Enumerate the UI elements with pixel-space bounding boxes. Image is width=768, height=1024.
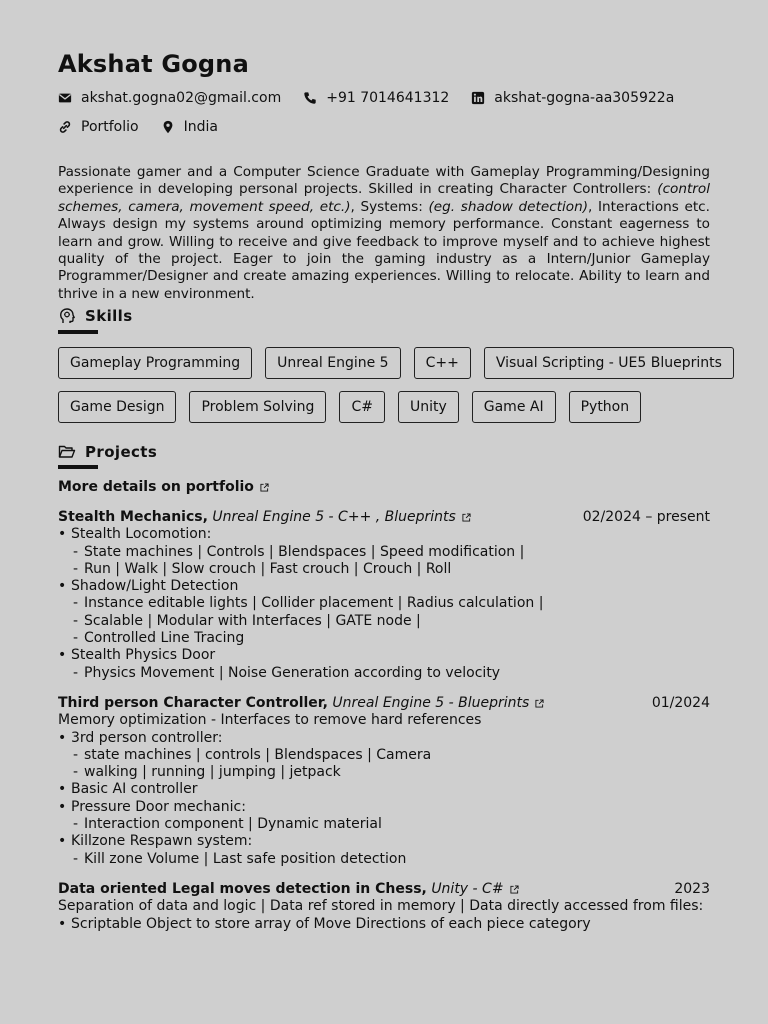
portfolio-details-link[interactable] xyxy=(58,479,269,495)
project-title[interactable] xyxy=(58,695,544,712)
portfolio-link[interactable] xyxy=(58,119,139,135)
portfolio-details-text: More details on portfolio xyxy=(58,479,254,495)
summary-text: , Interactions etc. Always design my systems around optimizing memory performance. Constant eagerness to learn and grow. Willing to receive and give feedback to improve myself and to achieve highest quality of the project. Eager to join the gaming industry as a Intern/Junior Gameplay Programmer/Designer and create amazing experiences. Willing to relocate. Ability to learn and thrive in a new environment. xyxy=(58,198,710,302)
project-bullet: • Stealth Physics Door xyxy=(58,647,710,664)
project-name: Data oriented Legal moves detection in Chess, xyxy=(58,881,427,897)
skill-chip: Unreal Engine 5 xyxy=(265,347,400,379)
linkedin-icon xyxy=(471,91,485,105)
project-description: Memory optimization - Interfaces to remove hard references xyxy=(58,712,482,729)
project-bullet: • Scriptable Object to store array of Move Directions of each piece category xyxy=(58,916,710,933)
project-bullet: • Shadow/Light Detection xyxy=(58,578,710,595)
skill-chip: C++ xyxy=(414,347,471,379)
phone-icon xyxy=(303,91,317,105)
project-sub-bullet: - state machines | controls | Blendspaces | Camera xyxy=(58,747,710,764)
contact-row-primary xyxy=(58,90,696,106)
skill-chip: C# xyxy=(339,391,385,423)
project-bullet: • Killzone Respawn system: xyxy=(58,833,710,850)
email-text: akshat.gogna02@gmail.com xyxy=(81,90,282,106)
project-entry xyxy=(58,881,710,933)
phone-contact[interactable] xyxy=(303,90,449,106)
skill-chip: Problem Solving xyxy=(189,391,326,423)
projects-heading xyxy=(58,443,157,461)
project-entry xyxy=(58,695,710,868)
skills-row xyxy=(58,391,718,423)
project-description: Separation of data and logic | Data ref stored in memory | Data directly accessed from files: xyxy=(58,898,704,915)
skill-chip: Game AI xyxy=(472,391,556,423)
project-tech: Unity - C# xyxy=(431,881,504,897)
project-bullet: • Basic AI controller xyxy=(58,781,710,798)
project-date: 01/2024 xyxy=(651,695,710,711)
project-name: Third person Character Controller, xyxy=(58,695,328,711)
project-title[interactable] xyxy=(58,509,471,526)
project-sub-bullet: - Kill zone Volume | Last safe position detection xyxy=(58,851,710,868)
project-bullet: • 3rd person controller: xyxy=(58,730,710,747)
project-bullet: • Stealth Locomotion: xyxy=(58,526,710,543)
email-contact[interactable] xyxy=(58,90,281,106)
head-profile-icon xyxy=(58,307,76,325)
phone-text: +91 7014641312 xyxy=(326,90,450,106)
project-tech: Unreal Engine 5 - C++ , Blueprints xyxy=(212,509,456,525)
skills-row xyxy=(58,347,722,379)
project-date: 02/2024 – present xyxy=(582,509,710,525)
project-sub-bullet: - State machines | Controls | Blendspaces | Speed modification | xyxy=(58,544,710,561)
external-link-icon xyxy=(510,885,519,894)
project-sub-bullet: - Controlled Line Tracing xyxy=(58,630,710,647)
summary-italic: (eg. shadow detection) xyxy=(428,198,589,215)
skill-chip: Visual Scripting - UE5 Blueprints xyxy=(484,347,734,379)
linkedin-contact[interactable] xyxy=(471,90,674,106)
project-entry xyxy=(58,509,710,682)
portfolio-text: Portfolio xyxy=(81,119,139,135)
contact-row-secondary xyxy=(58,119,240,135)
projects-title: Projects xyxy=(85,443,158,461)
project-title[interactable] xyxy=(58,881,519,898)
project-sub-bullet: - Physics Movement | Noise Generation according to velocity xyxy=(58,665,710,682)
project-bullet: • Pressure Door mechanic: xyxy=(58,799,710,816)
skill-chip: Python xyxy=(569,391,642,423)
project-date: 2023 xyxy=(674,881,710,897)
skills-underline xyxy=(58,330,98,334)
project-sub-bullet: - Run | Walk | Slow crouch | Fast crouch | Crouch | Roll xyxy=(58,561,710,578)
project-sub-bullet: - walking | running | jumping | jetpack xyxy=(58,764,710,781)
folder-open-icon xyxy=(58,443,76,461)
summary-text: , Systems: xyxy=(350,198,429,215)
envelope-icon xyxy=(58,91,72,105)
external-link-icon xyxy=(462,513,471,522)
project-tech: Unreal Engine 5 - Blueprints xyxy=(332,695,530,711)
candidate-name: Akshat Gogna xyxy=(58,50,249,78)
link-icon xyxy=(58,120,72,134)
project-header xyxy=(58,881,710,898)
project-sub-bullet: - Interaction component | Dynamic material xyxy=(58,816,710,833)
skill-chip: Game Design xyxy=(58,391,176,423)
skill-chip: Gameplay Programming xyxy=(58,347,252,379)
project-name: Stealth Mechanics, xyxy=(58,509,208,525)
location-info xyxy=(161,119,218,135)
external-link-icon xyxy=(260,483,269,492)
map-pin-icon xyxy=(161,120,175,134)
skills-heading xyxy=(58,307,133,325)
project-header xyxy=(58,509,710,526)
project-sub-bullet: - Instance editable lights | Collider placement | Radius calculation | xyxy=(58,595,710,612)
location-text: India xyxy=(183,119,218,135)
skill-chip: Unity xyxy=(398,391,459,423)
project-sub-bullet: - Scalable | Modular with Interfaces | GATE node | xyxy=(58,613,710,630)
project-header xyxy=(58,695,710,712)
skills-title: Skills xyxy=(85,307,133,325)
external-link-icon xyxy=(535,699,544,708)
projects-underline xyxy=(58,465,98,469)
skills-list xyxy=(58,347,722,435)
professional-summary xyxy=(58,164,710,303)
summary-italic: (control schemes, camera, movement speed, etc.) xyxy=(58,181,710,215)
summary-text: Passionate gamer and a Computer Science Graduate with Gameplay Programming/Designing experience in developing personal projects. Skilled in creating Character Controllers: xyxy=(58,164,710,198)
linkedin-text: akshat-gogna-aa305922a xyxy=(494,90,675,106)
